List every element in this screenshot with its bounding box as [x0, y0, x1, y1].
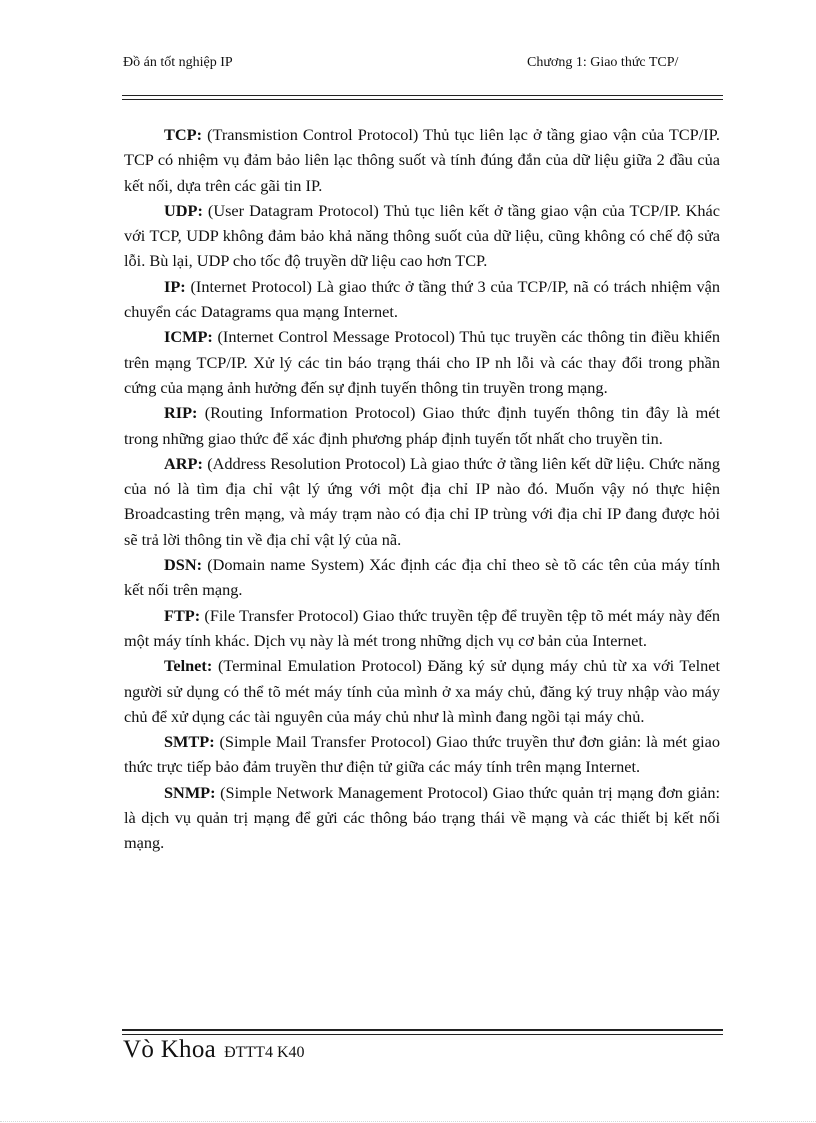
term-label: SMTP: — [164, 732, 215, 752]
author-class: ĐTTT4 K40 — [224, 1044, 305, 1061]
term-description: (File Transfer Protocol) Giao thức truyền tệp để truyền tệp tõ mét máy này đến một máy tính khác. Dịch vụ này là mét trong những dịch vụ cơ bản của Internet. — [124, 605, 720, 650]
term-description: (User Datagram Protocol) Thủ tục liên kết ở tầng giao vận của TCP/IP. Khác với TCP, UDP không đảm bảo khả năng thông suốt của dữ liệu, cũng không có chế độ sửa lỗi. Bù lại, UDP cho tốc độ truyền dữ liệu cao hơn TCP. — [124, 200, 720, 271]
term-label: ARP: — [164, 453, 203, 473]
term-label: UDP: — [164, 200, 203, 220]
term-description: (Transmistion Control Protocol) Thủ tục liên lạc ở tầng giao vận của TCP/IP. TCP có nhiệm vụ đảm bảo liên lạc thông suốt và tính đúng đắn của dữ liệu giữa 2 đầu của kết nối, dựa trên các gãi tin IP. — [124, 125, 720, 195]
term-description: (Internet Control Message Protocol) Thủ tục truyền các thông tin điều khiển trên mạng TCP/IP. Xử lý các tin báo trạng thái cho IP nh lỗi và các thay đổi trong phần cứng của mạng ảnh hưởng đến sự định tuyến thông tin truyền trong mạng. — [124, 327, 720, 397]
term-description: (Terminal Emulation Protocol) Đăng ký sử dụng máy chủ từ xa với Telnet người sử dụng có thể tõ mét máy tính của mình ở xa máy chủ, đăng ký truy nhập vào máy chủ để xử dụng các tài nguyên của máy chủ như là mình đang ngồi tại máy chủ. — [124, 656, 720, 726]
paragraph-smtp — [124, 729, 720, 780]
paragraph-rip — [124, 400, 720, 451]
term-label: RIP: — [164, 403, 198, 423]
term-description: (Simple Mail Transfer Protocol) Giao thức truyền thư đơn giản: là mét giao thức trực tiếp bảo đảm truyền thư điện tử giữa các máy tính trên mạng Internet. — [124, 732, 720, 777]
paragraph-icmp — [124, 324, 720, 400]
term-label: DSN: — [164, 555, 202, 575]
paragraph-arp — [124, 451, 720, 552]
term-label: TCP: — [164, 125, 202, 144]
term-label: IP: — [164, 276, 186, 296]
term-label: Telnet: — [164, 656, 213, 676]
paragraph-snmp — [124, 780, 720, 856]
term-description: (Address Resolution Protocol) Là giao thức ở tầng liên kết dữ liệu. Chức năng của nó là tìm địa chỉ vật lý ứng với một địa chỉ IP nào đó. Muốn vậy nó thực hiện Broadcasting trên mạng, và máy trạm nào có địa chỉ IP trùng với địa chỉ IP đang được hỏi sẽ trả lời thông tin về địa chỉ vật lý của nã. — [124, 453, 720, 549]
paragraph-dsn — [124, 552, 720, 603]
header-divider — [122, 95, 723, 100]
document-body — [124, 122, 720, 856]
header-chapter-title: Chương 1: Giao thức TCP/ — [527, 55, 679, 70]
term-label: ICMP: — [164, 327, 213, 347]
paragraph-ip — [124, 274, 720, 325]
term-label: FTP: — [164, 605, 201, 625]
term-description: (Internet Protocol) Là giao thức ở tầng thứ 3 của TCP/IP, nã có trách nhiệm vận chuyển các Datagrams qua mạng Internet. — [124, 276, 720, 322]
paragraph-udp — [124, 198, 720, 274]
term-description: (Simple Network Management Protocol) Giao thức quản trị mạng đơn giản: là dịch vụ quản trị mạng để gửi các thông báo trạng thái về mạng và các thiết bị kết nối mạng. — [124, 782, 720, 853]
paragraph-ftp — [124, 603, 720, 654]
header-thesis-label: Đồ án tốt nghiệp IP — [123, 55, 233, 70]
term-description: (Routing Information Protocol) Giao thức định tuyến thông tin đây là mét trong những giao thức để xác định phương pháp định tuyến tốt nhất cho truyền tin. — [124, 403, 720, 448]
term-label: SNMP: — [164, 782, 216, 802]
footer-divider-thin — [122, 1034, 723, 1035]
term-description: (Domain name System) Xác định các địa chỉ theo sè tõ các tên của máy tính kết nối trên mạng. — [124, 555, 720, 600]
page-header — [123, 54, 723, 94]
footer-divider-thick — [122, 1029, 723, 1031]
page-footer — [123, 1036, 305, 1064]
paragraph-tcp — [124, 122, 720, 198]
paragraph-telnet — [124, 653, 720, 729]
page-bottom-border — [0, 1121, 816, 1122]
author-name: Vò Khoa — [123, 1036, 217, 1063]
